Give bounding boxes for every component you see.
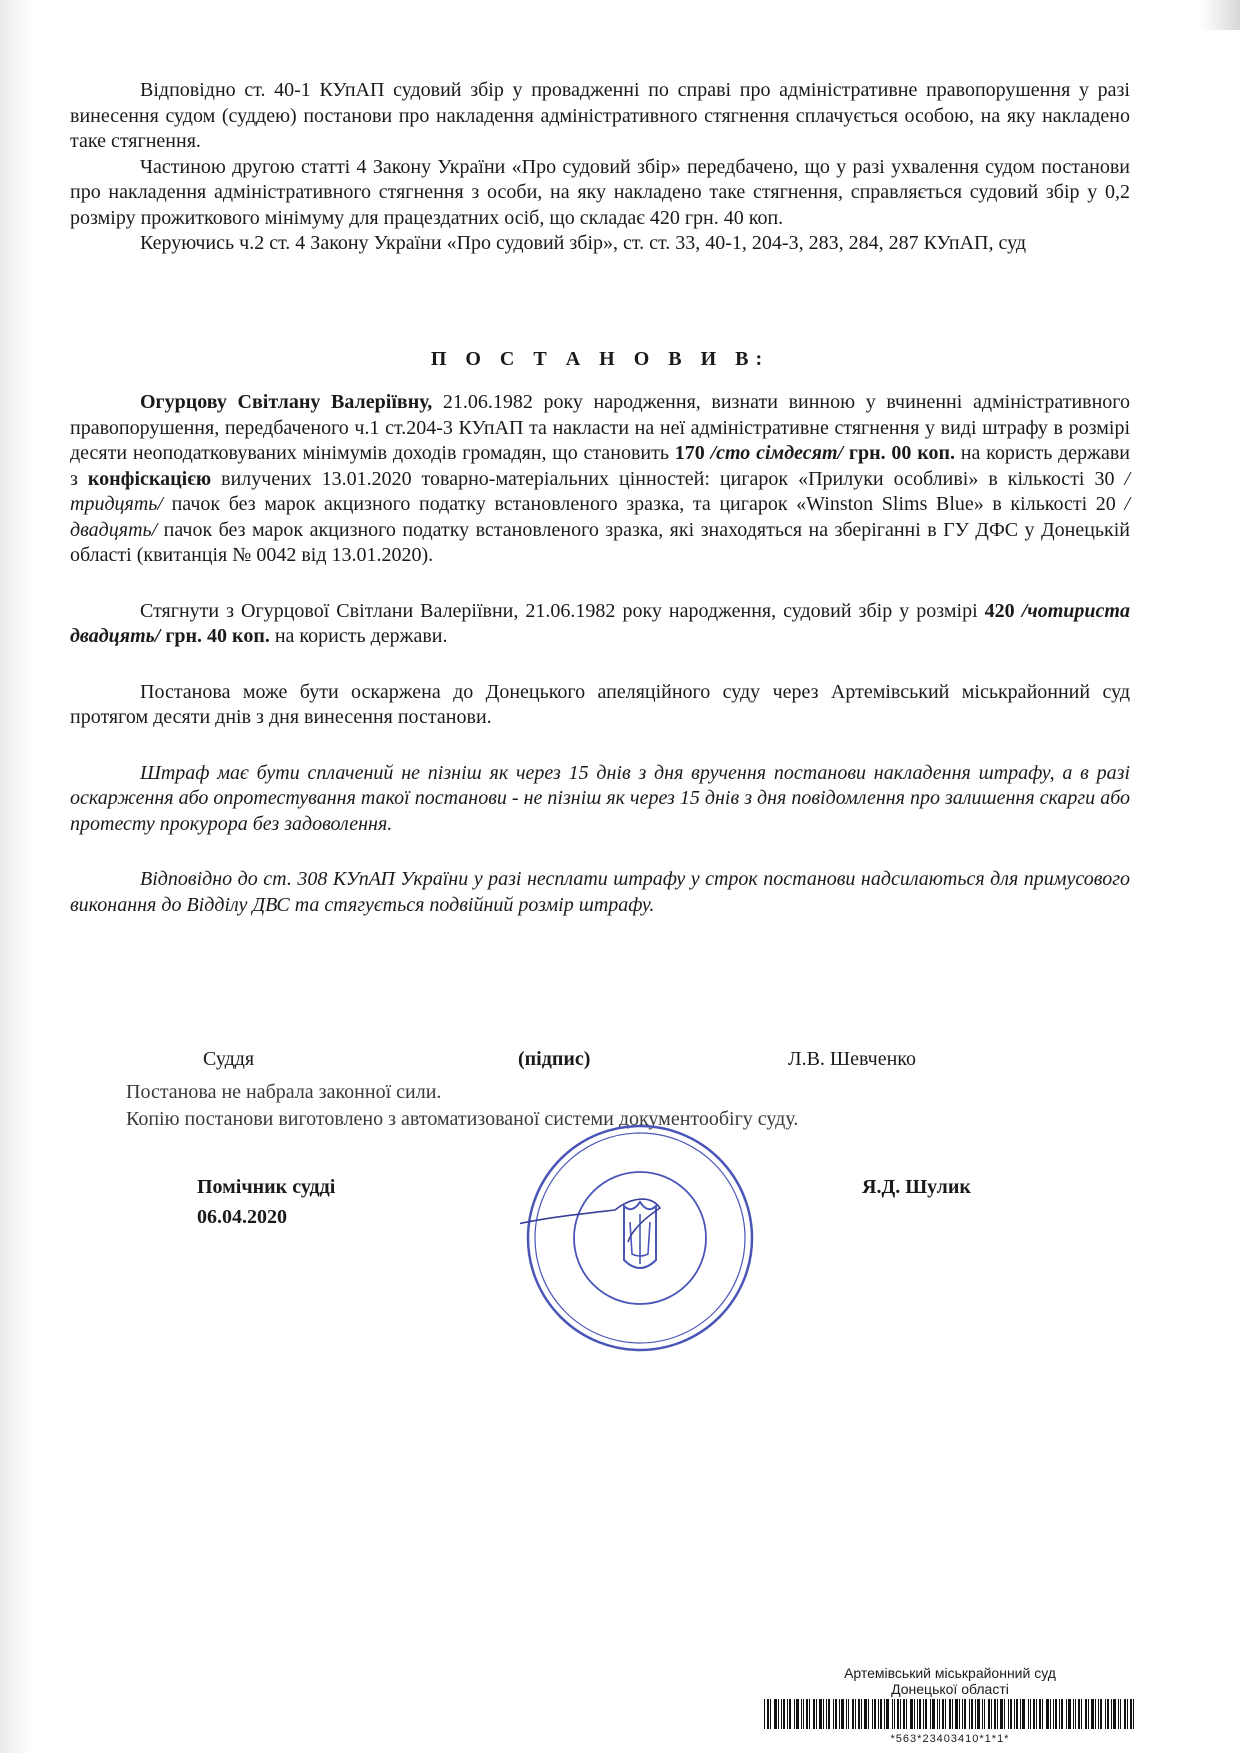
barcode-bar xyxy=(826,1699,827,1729)
barcode-bar xyxy=(903,1699,905,1729)
barcode-bar xyxy=(1061,1699,1063,1729)
barcode-bar xyxy=(864,1699,867,1729)
barcode-bar xyxy=(794,1699,795,1729)
barcode-bar xyxy=(774,1699,777,1729)
decision-text: вилучених 13.01.2020 товарно-матеріальних цінностей: цигарок «Прилуки особливі» в кількості 30 xyxy=(211,467,1125,490)
barcode-bar xyxy=(872,1699,873,1729)
barcode-bar xyxy=(1073,1699,1074,1729)
barcode-bar xyxy=(803,1699,804,1729)
barcode-bar xyxy=(841,1699,844,1729)
barcode-bar xyxy=(1022,1699,1025,1729)
decision-paragraph-payment-term: Штраф має бути сплачений не пізніш як через 15 днів з дня вручення постанови накладення штрафу, а в разі оскарження або опротестування такої постанови - не пізніш як через 15 днів з дня повідомлення про залишення скарги або протесту прокурора без задоволення. xyxy=(70,761,1130,835)
barcode-bar xyxy=(910,1699,913,1729)
barcode-bar xyxy=(1059,1699,1060,1729)
paragraph-court-fee-basis: Відповідно ст. 40-1 КУпАП судовий збір у провадженні по справі про адміністративне правопорушення у разі винесення судом (суддею) постанови про накладення адміністративного стягнення сплачується особою, на яку накладено таке стягнення. xyxy=(70,79,1130,152)
barcode xyxy=(760,1699,1140,1729)
decision-section xyxy=(70,390,1130,948)
barcode-bar xyxy=(897,1699,899,1729)
barcode-bar xyxy=(1113,1699,1116,1729)
barcode-bar xyxy=(914,1699,915,1729)
barcode-bar xyxy=(1014,1699,1015,1729)
barcode-bar xyxy=(949,1699,951,1729)
barcode-number: *563*23403410*1*1* xyxy=(890,1733,1010,1745)
barcode-bar xyxy=(1100,1699,1102,1729)
barcode-bar xyxy=(1008,1699,1009,1729)
barcode-bar xyxy=(1118,1699,1119,1729)
barcode-bar xyxy=(1088,1699,1089,1729)
defendant-name: Огурцову Світлану Валеріївну, xyxy=(140,391,433,413)
barcode-bar xyxy=(874,1699,876,1729)
barcode-bar xyxy=(971,1699,973,1729)
barcode-bar xyxy=(1033,1699,1035,1729)
fee-amount: 420 xyxy=(984,599,1015,622)
barcode-bar xyxy=(1075,1699,1076,1729)
barcode-bar xyxy=(819,1699,822,1729)
judge-name: Л.В. Шевченко xyxy=(788,1048,916,1070)
fee-amount-words: /чотириста двадцять/ xyxy=(70,599,1130,647)
barcode-bar xyxy=(1042,1699,1043,1729)
quantity-words: /двадцять/ xyxy=(70,493,1130,541)
barcode-bar xyxy=(852,1699,854,1729)
barcode-bar xyxy=(1081,1699,1082,1729)
barcode-bar xyxy=(1085,1699,1087,1729)
barcode-bar xyxy=(839,1699,840,1729)
barcode-bar xyxy=(1105,1699,1106,1729)
barcode-bar xyxy=(930,1699,931,1729)
reasoning-section xyxy=(70,78,1130,257)
barcode-bar xyxy=(962,1699,963,1729)
barcode-bar xyxy=(1107,1699,1109,1729)
barcode-bar xyxy=(1016,1699,1018,1729)
barcode-bar xyxy=(923,1699,924,1729)
barcode-bar xyxy=(806,1699,808,1729)
barcode-bar xyxy=(988,1699,990,1729)
decision-text: 21.06.1982 року народження, визнати винною у вчиненні адміністративного правопорушення, передбаченого ч.1 ст.204-3 КУпАП та накласти на неї адміністративне стягнення у виді штрафу в розмірі десяти неоподатковуваних мінімумів доходів громадян, що становить xyxy=(70,391,1130,464)
quantity-words: /тридцять/ xyxy=(70,467,1130,515)
barcode-bar xyxy=(942,1699,944,1729)
barcode-bar xyxy=(1000,1699,1003,1729)
footer-court-name: Артемівський міськрайонний суд xyxy=(844,1665,1056,1681)
barcode-bar xyxy=(789,1699,791,1729)
barcode-bar xyxy=(906,1699,907,1729)
barcode-bar xyxy=(813,1699,815,1729)
court-seal xyxy=(520,1118,760,1358)
scan-edge xyxy=(0,0,34,1753)
barcode-bar xyxy=(1111,1699,1112,1729)
barcode-bar xyxy=(778,1699,779,1729)
barcode-bar xyxy=(781,1699,782,1729)
barcode-bar xyxy=(1039,1699,1041,1729)
barcode-bar xyxy=(925,1699,927,1729)
barcode-bar xyxy=(1036,1699,1037,1729)
barcode-bar xyxy=(833,1699,834,1729)
confiscation-word: конфіскацією xyxy=(87,467,212,490)
barcode-bar xyxy=(937,1699,938,1729)
barcode-bar xyxy=(767,1699,769,1729)
barcode-bar xyxy=(868,1699,869,1729)
footer-court-region: Донецької області xyxy=(891,1681,1009,1697)
document-date: 06.04.2020 xyxy=(197,1206,287,1228)
decision-paragraph-appeal: Постанова може бути оскаржена до Донецького апеляційного суду через Артемівський міськрайонний суд протягом десяти днів з дня винесення постанови. xyxy=(70,680,1130,728)
barcode-bar xyxy=(770,1699,771,1729)
barcode-bar xyxy=(945,1699,946,1729)
barcode-bar xyxy=(994,1699,996,1729)
barcode-bar xyxy=(1095,1699,1096,1729)
barcode-bar xyxy=(982,1699,983,1729)
barcode-bar xyxy=(764,1699,765,1729)
barcode-bar xyxy=(1068,1699,1071,1729)
barcode-bar xyxy=(1055,1699,1057,1729)
decision-text: на користь держави. xyxy=(269,625,448,647)
barcode-bar xyxy=(848,1699,849,1729)
barcode-bar xyxy=(828,1699,830,1729)
barcode-bar xyxy=(1120,1699,1121,1729)
barcode-bar xyxy=(787,1699,788,1729)
barcode-bar xyxy=(1053,1699,1054,1729)
barcode-bar xyxy=(977,1699,980,1729)
fine-amount-words: /сто сімдесят/ xyxy=(710,442,844,464)
barcode-bar xyxy=(964,1699,966,1729)
barcode-bar xyxy=(892,1699,893,1729)
barcode-bar xyxy=(1066,1699,1067,1729)
barcode-bar xyxy=(894,1699,895,1729)
barcode-bar xyxy=(900,1699,901,1729)
barcode-bar xyxy=(959,1699,960,1729)
barcode-bar xyxy=(997,1699,998,1729)
barcode-bar xyxy=(835,1699,837,1729)
barcode-bar xyxy=(861,1699,862,1729)
barcode-bar xyxy=(880,1699,882,1729)
decision-heading: П О С Т А Н О В И В: xyxy=(430,348,770,370)
barcode-bar xyxy=(1078,1699,1080,1729)
fine-amount: 170 xyxy=(674,442,711,464)
barcode-bar xyxy=(886,1699,889,1729)
barcode-bar xyxy=(858,1699,860,1729)
barcode-bar xyxy=(846,1699,847,1729)
barcode-bar xyxy=(939,1699,940,1729)
barcode-bar xyxy=(1046,1699,1049,1729)
barcode-bar xyxy=(1130,1699,1132,1729)
barcode-bar xyxy=(955,1699,958,1729)
barcode-bar xyxy=(1050,1699,1051,1729)
scan-smudge xyxy=(1200,0,1240,30)
barcode-bar xyxy=(975,1699,976,1729)
barcode-bar xyxy=(1028,1699,1029,1729)
barcode-bar xyxy=(783,1699,785,1729)
barcode-bar xyxy=(919,1699,921,1729)
fee-amount-currency: грн. 40 коп. xyxy=(160,625,270,647)
decision-text: Стягнути з Огурцової Світлани Валеріївни, 21.06.1982 року народження, судовий збір у розмірі xyxy=(140,599,985,622)
barcode-bar xyxy=(952,1699,953,1729)
paragraph-guided-by: Керуючись ч.2 ст. 4 Закону України «Про судовий збір», ст. ст. 33, 40-1, 204-3, 283, 284, 287 КУпАП, суд xyxy=(140,232,1027,254)
barcode-bar xyxy=(801,1699,802,1729)
barcode-bar xyxy=(1004,1699,1005,1729)
decision-text: на користь держави з xyxy=(70,442,1131,490)
copy-note: Копію постанови виготовлено з автоматизованої системи документообігу суду. xyxy=(126,1108,799,1130)
barcode-bar xyxy=(878,1699,879,1729)
barcode-bar xyxy=(855,1699,856,1729)
not-in-force-note: Постанова не набрала законної сили. xyxy=(126,1081,442,1103)
barcode-bar xyxy=(823,1699,824,1729)
barcode-bar xyxy=(1020,1699,1021,1729)
barcode-bar xyxy=(1127,1699,1128,1729)
barcode-bar xyxy=(1091,1699,1094,1729)
fine-amount-currency: грн. 00 коп. xyxy=(843,442,955,464)
decision-paragraph-nonpayment: Відповідно до ст. 308 КУпАП України у разі несплати штрафу у строк постанови надсилаються для примусового виконання до Відділу ДВС та стягується подвійний розмір штрафу. xyxy=(70,868,1130,916)
barcode-bar xyxy=(1133,1699,1134,1729)
decision-text: пачок без марок акцизного податку встановленого зразка, які знаходяться на зберіганні в ГУ ДФС у Донецькій області (квитанція № 0042 від 13.01.2020). xyxy=(70,518,1130,566)
decision-paragraph-fee xyxy=(70,599,1130,650)
decision-paragraph-fine xyxy=(70,390,1130,569)
decision-text: пачок без марок акцизного податку встановленого зразка, та цигарок «Winston Slims Blue» в кількості 20 xyxy=(162,493,1125,515)
signed-mark: (підпис) xyxy=(518,1048,591,1070)
barcode-bar xyxy=(1010,1699,1012,1729)
barcode-bar xyxy=(816,1699,817,1729)
barcode-bar xyxy=(1030,1699,1031,1729)
barcode-bar xyxy=(984,1699,985,1729)
barcode-bar xyxy=(809,1699,810,1729)
assistant-label: Помічник судді xyxy=(197,1176,336,1198)
assistant-name: Я.Д. Шулик xyxy=(862,1176,971,1198)
barcode-bar xyxy=(932,1699,935,1729)
judge-label: Суддя xyxy=(203,1048,255,1070)
paragraph-court-fee-amount: Частиною другою статті 4 Закону України «Про судовий збір» передбачено, що у разі ухвалення судом постанови про накладення адміністративного стягнення з особи, на яку накладено таке стягнення, справляється судовий збір у 0,2 розміру прожиткового мінімуму для працездатних осіб, що складає 420 грн. 40 коп. xyxy=(70,155,1130,229)
barcode-bar xyxy=(1124,1699,1126,1729)
barcode-bar xyxy=(796,1699,799,1729)
barcode-bar xyxy=(1098,1699,1099,1729)
barcode-bar xyxy=(917,1699,918,1729)
barcode-bar xyxy=(884,1699,885,1729)
barcode-bar xyxy=(969,1699,970,1729)
barcode-bar xyxy=(991,1699,992,1729)
footer-court-block xyxy=(760,1665,1140,1745)
